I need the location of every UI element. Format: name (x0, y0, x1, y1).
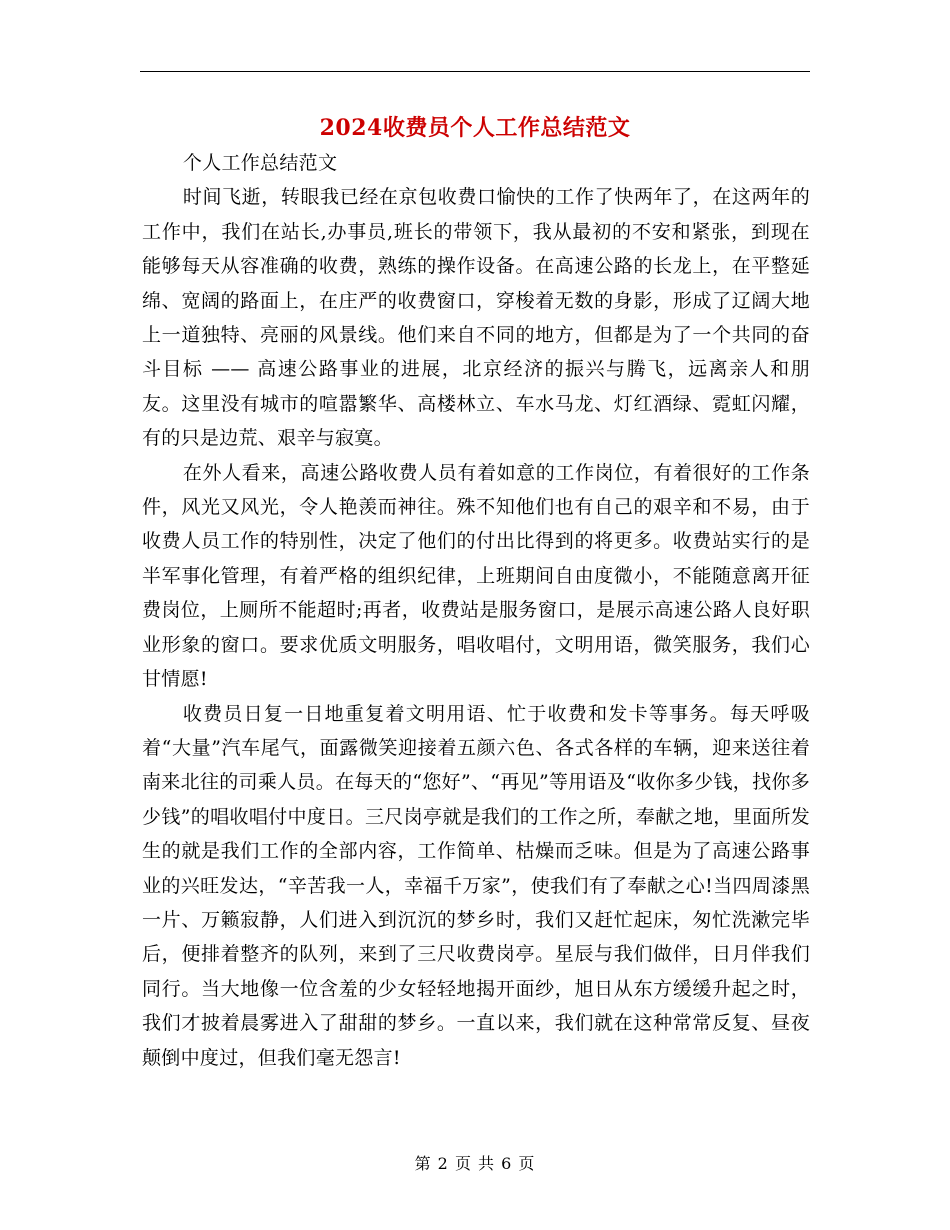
paragraph-subtitle: 个人工作总结范文 (182, 152, 338, 174)
document-title: 2024收费员个人工作总结范文 (319, 115, 631, 141)
paragraph-2: 在外人看来，高速公路收费人员有着如意的工作岗位，有着很好的工作条件，风光又风光，令人艳羡而神往。殊不知他们也有自己的艰辛和不易，由于收费人员工作的特别性，决定了他们的付出比得到的将更多。收费站实行的是半军事化管理，有着严格的组织纪律，上班期间自由度微小，不能随意离开征费岗位，上厕所不能超时;再者，收费站是服务窗口，是展示高速公路人良好职业形象的窗口。要求优质文明服务，唱收唱付，文明用语，微笑服务，我们心甘情愿! (142, 461, 810, 691)
header-divider (140, 71, 810, 72)
page-number-footer: 第 2 页 共 6 页 (414, 1154, 536, 1173)
paragraph-3: 收费员日复一日地重复着文明用语、忙于收费和发卡等事务。每天呼吸着“大量”汽车尾气，面露微笑迎接着五颜六色、各式各样的车辆，迎来送往着南来北往的司乘人员。在每天的“您好”、“再见”等用语及“收你多少钱，找你多少钱”的唱收唱付中度日。三尺岗亭就是我们的工作之所，奉献之地，里面所发生的就是我们工作的全部内容，工作简单、枯燥而乏味。但是为了高速公路事业的兴旺发达，“辛苦我一人，幸福千万家”，使我们有了奉献之心!当四周漆黑一片、万籁寂静，人们进入到沉沉的梦乡时，我们又赶忙起床，匆忙洗漱完毕后，便排着整齐的队列，来到了三尺收费岗亭。星辰与我们做伴，日月伴我们同行。当大地像一位含羞的少女轻轻地揭开面纱，旭日从东方缓缓升起之时，我们才披着晨雾进入了甜甜的梦乡。一直以来，我们就在这种常常反复、昼夜颠倒中度过，但我们毫无怨言! (142, 702, 810, 1069)
paragraph-1: 时间飞逝，转眼我已经在京包收费口愉快的工作了快两年了，在这两年的工作中，我们在站长,办事员,班长的带领下，我从最初的不安和紧张，到现在能够每天从容准确的收费，熟练的操作设备。在高速公路的长龙上，在平整延绵、宽阔的路面上，在庄严的收费窗口，穿梭着无数的身影，形成了辽阔大地上一道独特、亮丽的风景线。他们来自不同的地方，但都是为了一个共同的奋斗目标 —— 高速公路事业的进展，北京经济的振兴与腾飞，远离亲人和朋友。这里没有城市的喧嚣繁华、高楼林立、车水马龙、灯红酒绿、霓虹闪耀，有的只是边荒、艰辛与寂寞。 (142, 186, 810, 450)
document-body (142, 146, 810, 1075)
